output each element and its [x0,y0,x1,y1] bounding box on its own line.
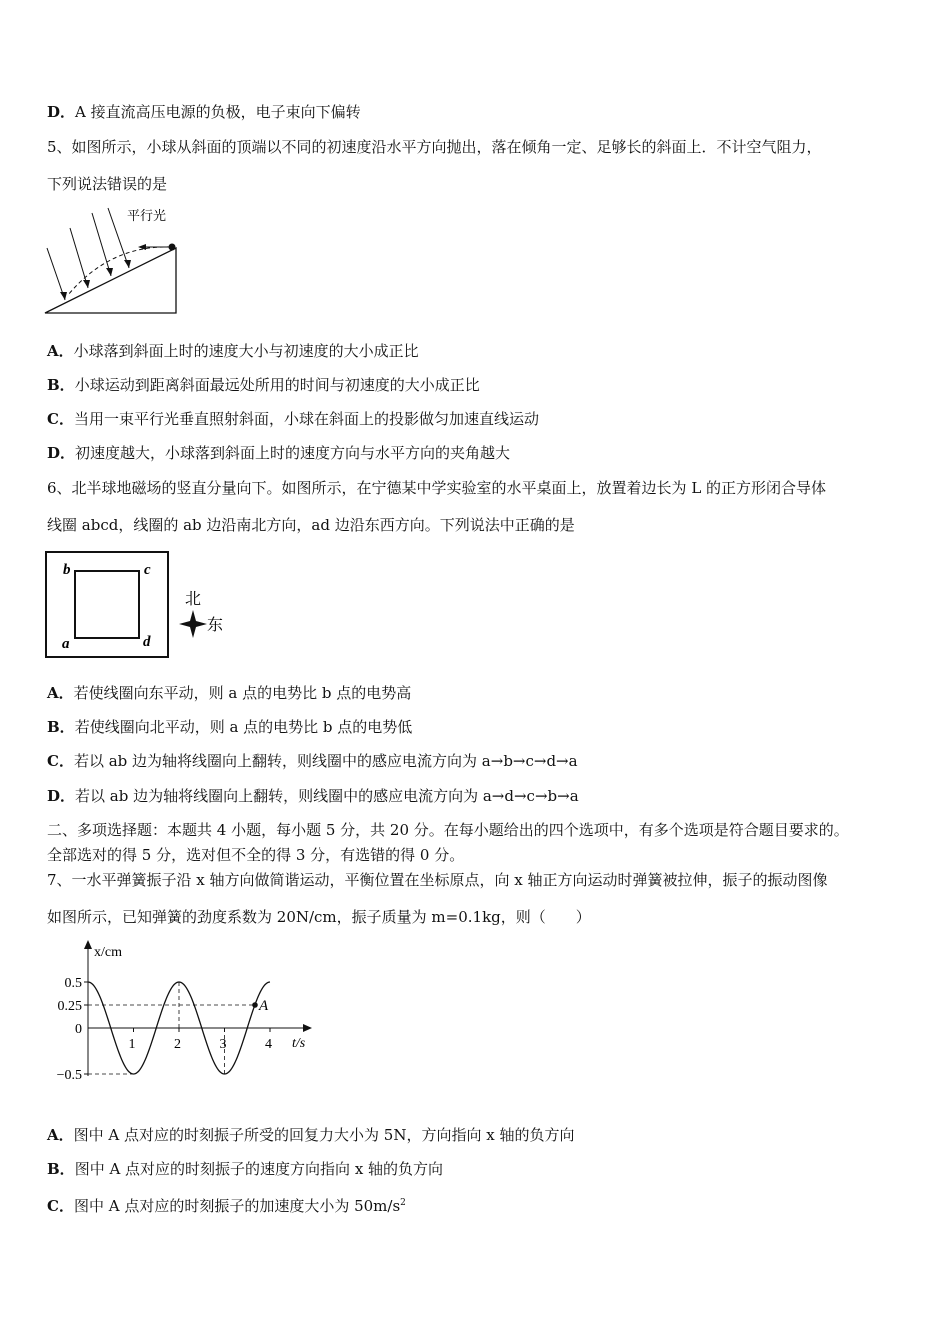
light-ray-arrow [106,268,113,276]
x-axis-arrow [303,1024,312,1032]
option-text: 若使线圈向东平动，则 a 点的电势比 b 点的电势高 [73,684,412,702]
option-text: A 接直流高压电源的负极，电子束向下偏转 [75,103,361,121]
x-tick-label: 2 [174,1037,181,1052]
option-label: C． [47,1197,74,1215]
option-label: B． [47,1160,75,1178]
option-label: C． [47,410,74,428]
q5-option-d [47,443,510,463]
parallel-light-label: 平行光 [127,208,167,223]
option-text: 若使线圈向北平动，则 a 点的电势比 b 点的电势低 [74,718,413,736]
x-tick-label: 4 [265,1037,272,1052]
coil-figure [44,550,244,662]
q5-option-b [47,375,480,395]
option-text: 若以 ab 边为轴将线圈向上翻转，则线圈中的感应电流方向为 a→b→c→d→a [73,752,578,770]
y-axis-arrow [84,940,92,949]
x-axis-label: t/s [292,1036,306,1051]
y-tick-label: 0 [75,1022,82,1037]
option-text: 初速度越大，小球落到斜面上时的速度方向与水平方向的夹角越大 [75,444,511,462]
light-ray [108,208,129,268]
vibration-chart [44,935,324,1085]
y-tick-label: 0.5 [64,976,82,991]
point-a [252,1002,258,1008]
incline-triangle [45,248,176,313]
q6-option-c [47,751,578,771]
q7-option-a [47,1125,574,1145]
option-text: 小球运动到距离斜面最远处所用的时间与初速度的大小成正比 [74,376,480,394]
q5-option-a [47,341,419,361]
option-text: 图中 A 点对应的时刻振子的速度方向指向 x 轴的负方向 [74,1160,444,1178]
corner-c: c [144,562,151,578]
q5-stem-line2: 下列说法错误的是 [47,175,168,193]
q6-option-d [47,786,579,806]
coil-square [75,571,139,638]
option-text: 小球落到斜面上时的速度大小与初速度的大小成正比 [73,342,419,360]
north-label: 北 [185,591,202,608]
light-ray-arrow [124,260,131,268]
light-ray [92,213,111,276]
section2-line2: 全部选对的得 5 分，选对但不全的得 3 分，有选错的得 0 分。 [47,846,465,864]
light-ray-arrow [83,280,90,288]
q7-option-b [47,1159,443,1179]
corner-a: a [62,636,70,652]
x-tick-label: 1 [128,1037,136,1052]
q6-stem-line1: 6、北半球地磁场的竖直分量向下。如图所示，在宁德某中学实验室的水平桌面上，放置着边长为 L 的正方形闭合导体 [47,479,827,497]
q7-stem-line1: 7、一水平弹簧振子沿 x 轴方向做简谐运动，平衡位置在坐标原点，向 x 轴正方向运动时弹簧被拉伸，振子的振动图像 [47,871,828,889]
section2-line1: 二、多项选择题：本题共 4 小题，每小题 5 分，共 20 分。在每小题给出的四个选项中，有多个选项是符合题目要求的。 [47,821,849,839]
compass-icon [179,610,207,638]
unit-superscript: 2 [400,1198,406,1208]
option-label: B． [47,718,75,736]
y-axis-label: x/cm [94,945,122,960]
option-label: A． [47,684,74,702]
y-tick-label: 0.25 [57,999,82,1014]
q5-stem-line1: 5、如图所示，小球从斜面的顶端以不同的初速度沿水平方向抛出，落在倾角一定、足够长的斜面上．不计空气阻力， [47,138,822,156]
option-label: A． [47,342,74,360]
x-tick-label: 3 [219,1037,227,1052]
q7-option-c [47,1193,406,1216]
light-ray [70,228,88,288]
light-ray-arrow [60,292,67,300]
trajectory-dashed [68,247,171,295]
q5-option-c [47,409,539,429]
q4-option-d [47,102,361,122]
option-text: 图中 A 点对应的时刻振子的加速度大小为 50m/s [73,1197,401,1215]
option-label: B． [47,376,75,394]
y-tick-label: −0.5 [56,1068,82,1083]
incline-figure [40,200,190,320]
option-label: D． [47,444,76,462]
ball [169,244,176,251]
option-text: 图中 A 点对应的时刻振子所受的回复力大小为 5N，方向指向 x 轴的负方向 [73,1126,575,1144]
corner-b: b [63,562,71,578]
east-label: 东 [207,617,224,634]
q6-option-a [47,683,411,703]
q6-option-b [47,717,412,737]
option-text: 当用一束平行光垂直照射斜面，小球在斜面上的投影做匀加速直线运动 [73,410,539,428]
option-label: C． [47,752,74,770]
option-label: A． [47,1126,74,1144]
option-label: D． [47,787,76,805]
option-label: D． [47,103,76,121]
point-a-label: A [258,998,269,1014]
option-text: 若以 ab 边为轴将线圈向上翻转，则线圈中的感应电流方向为 a→d→c→b→a [75,787,579,805]
q7-stem-line2: 如图所示，已知弹簧的劲度系数为 20N/cm，振子质量为 m=0.1kg，则（ ） [47,908,591,926]
corner-d: d [143,634,151,650]
q6-stem-line2: 线圈 abcd，线圈的 ab 边沿南北方向，ad 边沿东西方向。下列说法中正确的是 [47,516,575,534]
